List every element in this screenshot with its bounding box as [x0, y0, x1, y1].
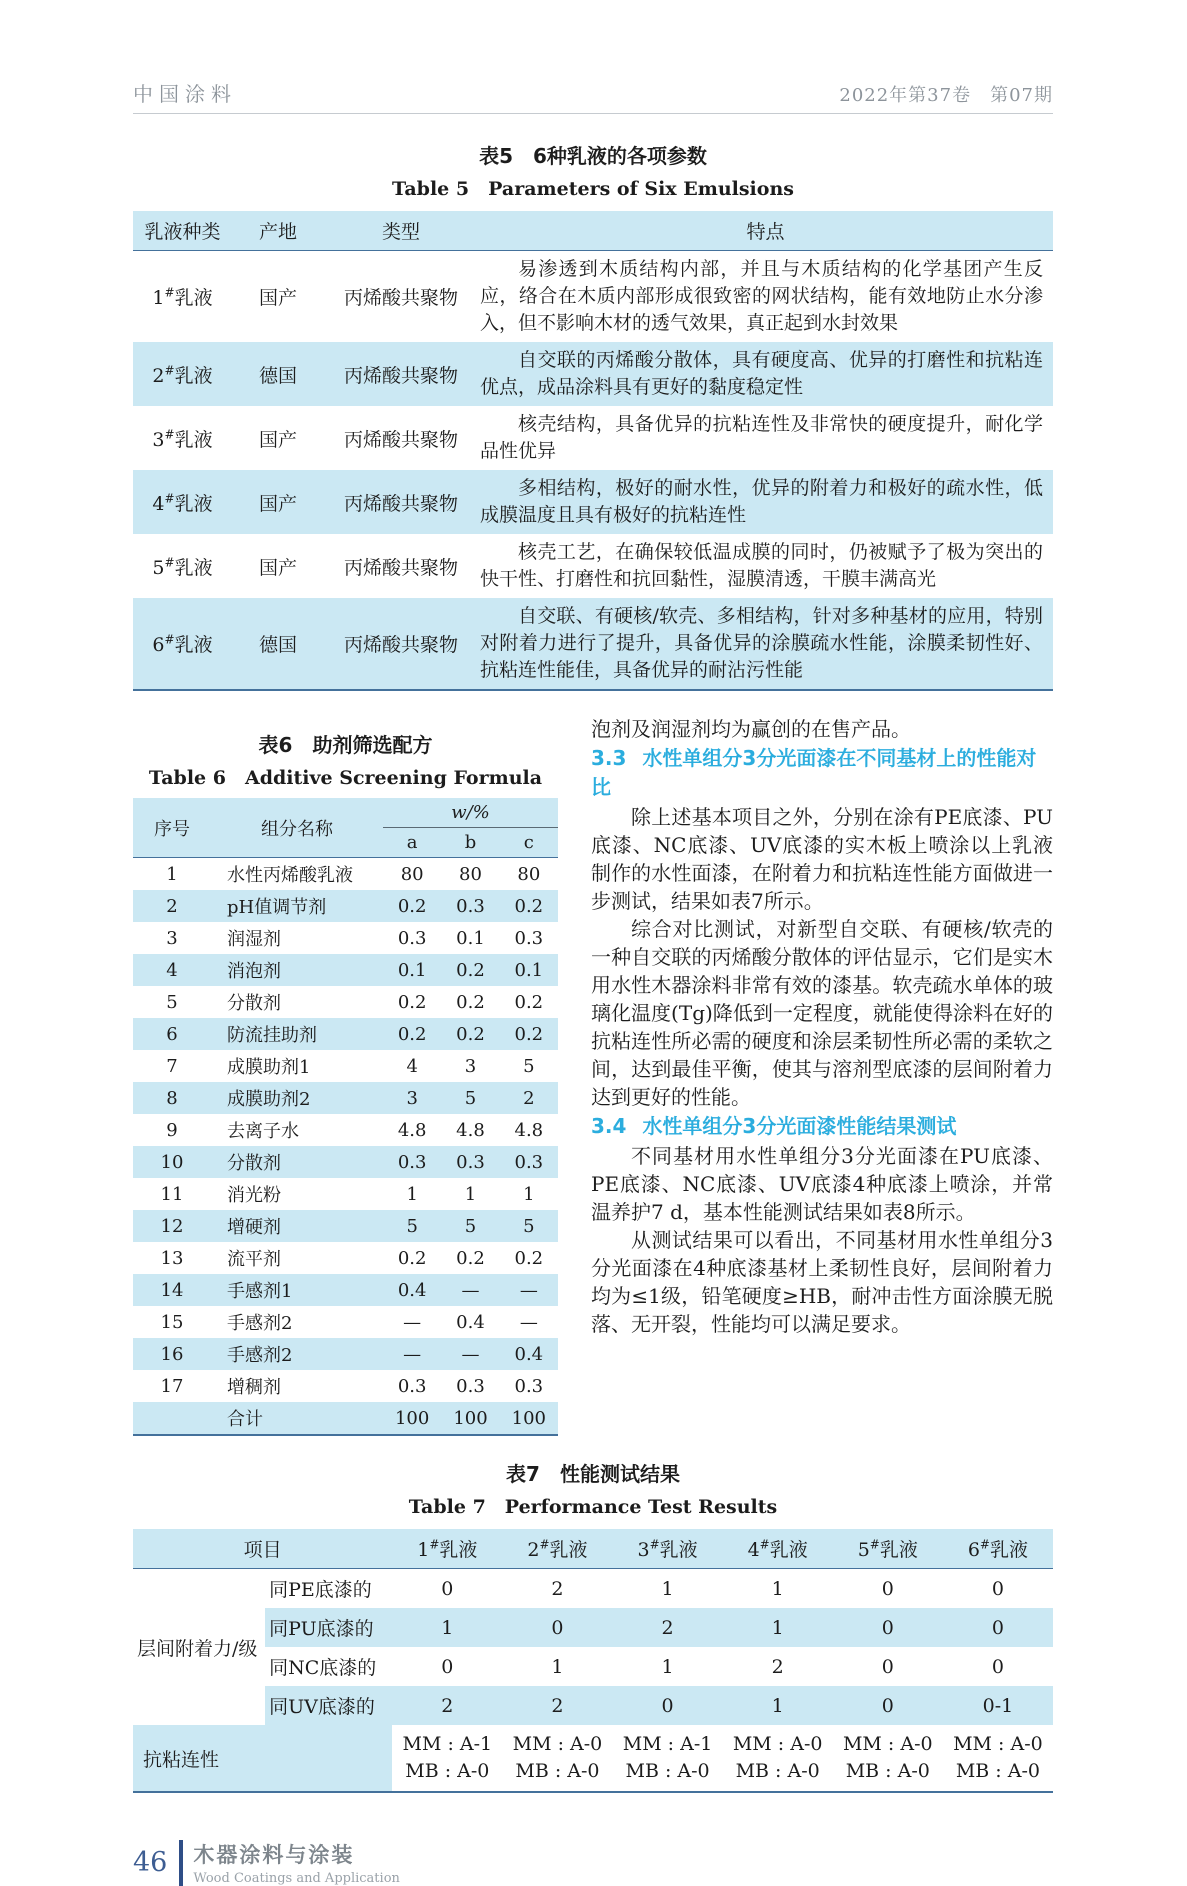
- table6-title-en: Table 6 Additive Screening Formula: [148, 767, 543, 789]
- table5-title-cn: 表5 6种乳液的各项参数: [479, 144, 707, 168]
- table6-row: [133, 922, 558, 954]
- component-name-cell: 成膜助剂2: [211, 1082, 383, 1114]
- adhesion-value-cell: 1: [723, 1608, 833, 1647]
- section-heading-3-3: [591, 744, 1053, 802]
- table5-row: [133, 342, 1053, 406]
- value-a-cell: —: [403, 1311, 422, 1333]
- value-b-cell: 3: [464, 1055, 477, 1077]
- component-name-cell: 手感剂2: [227, 1313, 293, 1334]
- type-cell: 丙烯酸共聚物: [343, 428, 458, 451]
- emulsion-name-cell: 2#乳液: [133, 342, 232, 406]
- table5-section: [133, 140, 1053, 691]
- table7-col-emulsion: 6#乳液: [943, 1529, 1053, 1569]
- value-c-cell: 0.2: [514, 1247, 544, 1269]
- emulsion-name-cell: 3#乳液: [152, 427, 213, 451]
- primer-label-cell: 同PU底漆的: [265, 1608, 392, 1647]
- table7-title-cn: 表7 性能测试结果: [506, 1462, 680, 1486]
- value-c-cell: —: [500, 1274, 558, 1306]
- component-name-cell: 增稠剂: [227, 1377, 281, 1398]
- value-b-cell: 5: [441, 1210, 499, 1242]
- table5-row: [133, 251, 1053, 343]
- value-a-cell: 0.2: [397, 1247, 427, 1269]
- table6-row: [133, 1306, 558, 1338]
- value-b-cell: 0.3: [456, 1375, 485, 1397]
- component-name-cell: 消光粉: [227, 1185, 281, 1206]
- table7-adhesion-row: [133, 1608, 1053, 1647]
- emulsion-name-cell: 4#乳液: [133, 470, 232, 534]
- row-number-cell: 4: [133, 954, 211, 986]
- table6-row: [133, 858, 558, 891]
- table7-title-en: Table 7 Performance Test Results: [408, 1496, 778, 1518]
- table5-col-feature: 特点: [478, 211, 1053, 251]
- section-number: 3.3: [591, 746, 627, 770]
- table7-adhesion-row: [133, 1647, 1053, 1686]
- table7-col-item: 项目: [133, 1529, 392, 1569]
- section-title: 水性单组分3分光面漆性能结果测试: [642, 1114, 957, 1138]
- feature-cell: 核壳工艺，在确保较低温成膜的同时，仍被赋予了极为突出的快干性、打磨性和抗回黏性，湿膜清透，干膜丰满高光: [480, 541, 1043, 590]
- row-number-cell: 15: [160, 1311, 184, 1333]
- table6-col-no: 序号: [133, 798, 211, 858]
- component-name-cell: 润湿剂: [227, 929, 281, 950]
- origin-cell: 国产: [232, 470, 324, 534]
- value-b-cell: 1: [464, 1183, 477, 1205]
- table6-row: [133, 890, 558, 922]
- value-b-cell: 0.1: [456, 927, 485, 949]
- row-number-cell: 6: [133, 1018, 211, 1050]
- section-title: 水性单组分3分光面漆在不同基材上的性能对比: [591, 746, 1037, 799]
- value-c-cell: 1: [523, 1183, 535, 1205]
- value-b-cell: 100: [441, 1402, 499, 1435]
- table6: [133, 798, 558, 1436]
- section-heading-3-4: [591, 1112, 1053, 1141]
- table6-row: [133, 1178, 558, 1210]
- value-c-cell: 0.1: [500, 954, 558, 986]
- value-a-cell: 0.2: [383, 1018, 441, 1050]
- adhesion-value-cell: 2: [392, 1686, 502, 1725]
- value-b-cell: 5: [441, 1082, 499, 1114]
- adhesion-value-cell: 2: [551, 1577, 564, 1600]
- adhesion-value-cell: 1: [723, 1686, 833, 1725]
- primer-label-cell: 同PE底漆的: [269, 1579, 372, 1601]
- table5-col-type: 类型: [324, 211, 478, 251]
- value-a-cell: 80: [400, 863, 424, 885]
- emulsion-name-cell: 5#乳液: [152, 555, 213, 579]
- emulsion-name-cell: 6#乳液: [133, 598, 232, 690]
- antiblock-label-cell: 抗粘连性: [133, 1725, 392, 1792]
- feature-cell: 多相结构，极好的耐水性，优异的附着力和极好的疏水性，低成膜温度且具有极好的抗粘连性: [478, 470, 1053, 534]
- footer-journal-en: Wood Coatings and Application: [193, 1871, 400, 1886]
- origin-cell: 国产: [258, 287, 297, 309]
- adhesion-value-cell: 0: [441, 1577, 454, 1600]
- value-a-cell: 3: [383, 1082, 441, 1114]
- table5-row: [133, 534, 1053, 598]
- feature-cell: 核壳结构，具备优异的抗粘连性及非常快的硬度提升，耐化学品性优异: [480, 413, 1043, 462]
- value-c-cell: 0.3: [514, 927, 544, 949]
- table5-row: [133, 598, 1053, 690]
- antiblock-value-cell: MM : A-0 MB : A-0: [943, 1725, 1053, 1792]
- paragraph: 综合对比测试，对新型自交联、有硬核/软壳的一种自交联的丙烯酸分散体的评估显示，它们是实木用水性木器涂料非常有效的漆基。软壳疏水单体的玻璃化温度(Tg)降低到一定程度，就能使得涂料在好的抗粘连性所必需的硬度和涂层柔韧性所必需的柔软之间，达到最佳平衡，使其与溶剂型底漆的层间附着力达到更好的性能。: [591, 917, 1053, 1109]
- antiblock-value-cell: MM : A-0 MB : A-0: [723, 1725, 833, 1792]
- adhesion-value-cell: 0: [502, 1608, 612, 1647]
- value-b-cell: 0.4: [456, 1311, 485, 1333]
- table5-col-emulsion: 乳液种类: [133, 211, 232, 251]
- type-cell: 丙烯酸共聚物: [343, 556, 458, 579]
- value-a-cell: 0.3: [383, 1146, 441, 1178]
- paragraph: 除上述基本项目之外，分别在涂有PE底漆、PU底漆、NC底漆、UV底漆的实木板上喷涂以上乳液制作的水性面漆，在附着力和抗粘连性能方面做进一步测试，结果如表7所示。: [591, 805, 1053, 913]
- value-c-cell: —: [519, 1311, 538, 1333]
- value-c-cell: 100: [500, 1402, 558, 1435]
- table7-col-emulsion: 5#乳液: [833, 1529, 943, 1569]
- page-header: [133, 78, 1053, 114]
- table7-col-emulsion: 3#乳液: [613, 1529, 723, 1569]
- table5-title-en: Table 5 Parameters of Six Emulsions: [392, 178, 794, 200]
- adhesion-value-cell: 0: [943, 1608, 1053, 1647]
- table5-row: [133, 406, 1053, 470]
- table7-section: [133, 1458, 1053, 1793]
- table7: [133, 1529, 1053, 1793]
- row-number-cell: 5: [166, 991, 178, 1013]
- value-a-cell: 5: [383, 1210, 441, 1242]
- component-name-cell: 水性丙烯酸乳液: [227, 865, 353, 886]
- value-a-cell: 0.2: [397, 991, 427, 1013]
- row-number-cell: 8: [133, 1082, 211, 1114]
- row-number-cell: 13: [160, 1247, 184, 1269]
- paragraph: 从测试结果可以看出，不同基材用水性单组分3分光面漆在4种底漆基材上柔韧性良好，层间附着力均为≤1级，铅笔硬度≥HB，耐冲击性方面涂膜无脱落、无开裂，性能均可以满足要求。: [591, 1228, 1053, 1336]
- table6-header-row: [133, 798, 558, 828]
- feature-cell: 易渗透到木质结构内部，并且与木质结构的化学基团产生反应，络合在木质内部形成很致密的网状结构，能有效地防止水分渗入，但不影响木材的透气效果，真正起到水封效果: [480, 258, 1043, 334]
- adhesion-value-cell: 0-1: [943, 1686, 1053, 1725]
- value-b-cell: 0.2: [441, 1018, 499, 1050]
- table7-col-emulsion: 1#乳液: [392, 1529, 502, 1569]
- table6-row: [133, 1370, 558, 1402]
- table6-row: [133, 1018, 558, 1050]
- row-number-cell: 10: [133, 1146, 211, 1178]
- table7-col-emulsion: 4#乳液: [723, 1529, 833, 1569]
- antiblock-value-cell: MM : A-0 MB : A-0: [833, 1725, 943, 1792]
- section-number: 3.4: [591, 1114, 627, 1138]
- value-b-cell: 0.3: [441, 1146, 499, 1178]
- table7-col-emulsion: 2#乳液: [502, 1529, 612, 1569]
- two-column-area: [133, 715, 1053, 1436]
- table5: [133, 211, 1053, 691]
- table6-row: [133, 1114, 558, 1146]
- value-c-cell: 5: [500, 1210, 558, 1242]
- component-name-cell: 防流挂助剂: [211, 1018, 383, 1050]
- value-c-cell: 0.3: [500, 1146, 558, 1178]
- primer-label-cell: 同UV底漆的: [265, 1686, 392, 1725]
- table6-row: [133, 1146, 558, 1178]
- row-number-cell: 7: [166, 1055, 178, 1077]
- value-b-cell: —: [441, 1338, 499, 1370]
- value-b-cell: —: [441, 1274, 499, 1306]
- paragraph-continuation: 泡剂及润湿剂均为赢创的在售产品。: [591, 717, 911, 741]
- value-c-cell: 80: [517, 863, 541, 885]
- component-name-cell: 成膜助剂1: [227, 1057, 311, 1078]
- value-a-cell: 0.3: [397, 927, 427, 949]
- value-c-cell: 0.2: [500, 1018, 558, 1050]
- value-b-cell: 4.8: [456, 1119, 485, 1141]
- page-number: 46: [133, 1847, 168, 1878]
- footer-divider-bar: [179, 1840, 183, 1886]
- table6-col-w: w/%: [383, 798, 558, 828]
- component-name-cell: 分散剂: [211, 1146, 383, 1178]
- paragraph: 不同基材用水性单组分3分光面漆在PU底漆、PE底漆、NC底漆、UV底漆4种底漆上喷涂，并常温养护7 d，基本性能测试结果如表8所示。: [591, 1144, 1053, 1224]
- type-cell: 丙烯酸共聚物: [324, 598, 478, 690]
- value-c-cell: 0.2: [514, 991, 544, 1013]
- table6-row: [133, 1082, 558, 1114]
- table6-row: [133, 1274, 558, 1306]
- table5-header-row: [133, 211, 1053, 251]
- table6-row: [133, 1050, 558, 1082]
- adhesion-value-cell: 1: [551, 1655, 564, 1678]
- row-number-cell: 11: [160, 1183, 184, 1205]
- antiblock-value-cell: MM : A-1 MB : A-0: [613, 1725, 723, 1792]
- value-a-cell: 4.8: [397, 1119, 427, 1141]
- value-b-cell: 0.2: [441, 954, 499, 986]
- adhesion-value-cell: 1: [771, 1577, 784, 1600]
- origin-cell: 德国: [232, 342, 324, 406]
- origin-cell: 国产: [258, 556, 297, 579]
- table6-row: [133, 1338, 558, 1370]
- type-cell: 丙烯酸共聚物: [324, 470, 478, 534]
- primer-label-cell: 同NC底漆的: [269, 1657, 377, 1679]
- origin-cell: 德国: [232, 598, 324, 690]
- table7-adhesion-row: [133, 1686, 1053, 1725]
- table6-row: [133, 986, 558, 1018]
- row-number-cell: 3: [166, 927, 178, 949]
- origin-cell: 国产: [258, 428, 297, 451]
- value-a-cell: 0.1: [383, 954, 441, 986]
- value-a-cell: 1: [406, 1183, 418, 1205]
- row-number-cell: 9: [166, 1119, 178, 1141]
- antiblock-value-cell: MM : A-1 MB : A-0: [392, 1725, 502, 1792]
- table6-col-c: c: [500, 828, 558, 858]
- adhesion-value-cell: 0: [881, 1577, 894, 1600]
- table6-title-cn: 表6 助剂筛选配方: [258, 733, 433, 757]
- table6-section: [133, 715, 558, 1436]
- value-c-cell: 4.8: [514, 1119, 544, 1141]
- component-name-cell: pH值调节剂: [211, 890, 383, 922]
- component-name-cell: 合计: [211, 1402, 383, 1435]
- feature-cell: 自交联的丙烯酸分散体，具有硬度高、优异的打磨性和抗粘连优点，成品涂料具有更好的黏度稳定性: [478, 342, 1053, 406]
- adhesion-value-cell: 0: [991, 1577, 1004, 1600]
- table5-col-origin: 产地: [232, 211, 324, 251]
- feature-cell: 自交联、有硬核/软壳、多相结构，针对多种基材的应用，特别对附着力进行了提升，具备优异的涂膜疏水性能，涂膜柔韧性好、抗粘连性能佳，具备优异的耐沾污性能: [478, 598, 1053, 690]
- row-number-cell: 16: [133, 1338, 211, 1370]
- emulsion-name-cell: 1#乳液: [152, 285, 213, 309]
- row-number-cell: [133, 1402, 211, 1435]
- adhesion-value-cell: 0: [881, 1655, 894, 1678]
- adhesion-value-cell: 0: [441, 1655, 454, 1678]
- table7-antiblock-row: [133, 1725, 1053, 1792]
- type-cell: 丙烯酸共聚物: [324, 342, 478, 406]
- value-b-cell: 0.2: [456, 1247, 485, 1269]
- value-b-cell: 80: [459, 863, 482, 885]
- adhesion-value-cell: 0: [613, 1686, 723, 1725]
- adhesion-value-cell: 1: [661, 1577, 674, 1600]
- value-a-cell: 100: [383, 1402, 441, 1435]
- adhesion-value-cell: 0: [833, 1686, 943, 1725]
- table5-row: [133, 470, 1053, 534]
- adhesion-value-cell: 0: [991, 1655, 1004, 1678]
- value-c-cell: 2: [500, 1082, 558, 1114]
- value-a-cell: 0.3: [397, 1375, 427, 1397]
- value-a-cell: 0.4: [383, 1274, 441, 1306]
- value-c-cell: 0.3: [514, 1375, 544, 1397]
- value-c-cell: 0.2: [500, 890, 558, 922]
- row-number-cell: 17: [160, 1375, 184, 1397]
- component-name-cell: 消泡剂: [211, 954, 383, 986]
- page-footer: [133, 1839, 1053, 1886]
- table7-adhesion-row: [133, 1569, 1053, 1609]
- table6-col-b: b: [441, 828, 499, 858]
- value-a-cell: 4: [406, 1055, 418, 1077]
- table7-header-row: [133, 1529, 1053, 1569]
- adhesion-value-cell: 1: [661, 1655, 674, 1678]
- value-c-cell: 0.4: [500, 1338, 558, 1370]
- adhesion-value-cell: 2: [613, 1608, 723, 1647]
- row-number-cell: 2: [133, 890, 211, 922]
- article-column: [591, 715, 1053, 1436]
- table6-row: [133, 1210, 558, 1242]
- row-number-cell: 12: [133, 1210, 211, 1242]
- value-a-cell: 0.2: [383, 890, 441, 922]
- type-cell: 丙烯酸共聚物: [343, 287, 458, 309]
- component-name-cell: 手感剂1: [211, 1274, 383, 1306]
- table6-row: [133, 1402, 558, 1435]
- adhesion-group-label: 层间附着力/级: [133, 1569, 265, 1726]
- adhesion-value-cell: 1: [392, 1608, 502, 1647]
- row-number-cell: 14: [133, 1274, 211, 1306]
- component-name-cell: 流平剂: [227, 1249, 281, 1270]
- value-a-cell: —: [383, 1338, 441, 1370]
- value-b-cell: 0.2: [456, 991, 485, 1013]
- journal-name: 中国涂料: [133, 82, 237, 106]
- footer-journal-cn: 木器涂料与涂装: [193, 1843, 355, 1867]
- component-name-cell: 分散剂: [227, 993, 281, 1014]
- table6-col-name: 组分名称: [211, 798, 383, 858]
- table6-row: [133, 954, 558, 986]
- antiblock-value-cell: MM : A-0 MB : A-0: [502, 1725, 612, 1792]
- value-b-cell: 0.3: [441, 890, 499, 922]
- value-c-cell: 5: [523, 1055, 535, 1077]
- adhesion-value-cell: 2: [502, 1686, 612, 1725]
- adhesion-value-cell: 0: [833, 1608, 943, 1647]
- footer-journal: [193, 1839, 400, 1886]
- component-name-cell: 手感剂2: [211, 1338, 383, 1370]
- row-number-cell: 1: [166, 863, 178, 885]
- table6-col-a: a: [383, 828, 441, 858]
- component-name-cell: 增硬剂: [211, 1210, 383, 1242]
- adhesion-value-cell: 2: [771, 1655, 784, 1678]
- table6-row: [133, 1242, 558, 1274]
- component-name-cell: 去离子水: [227, 1121, 299, 1142]
- issue-info: 2022年第37卷 第07期: [839, 85, 1053, 106]
